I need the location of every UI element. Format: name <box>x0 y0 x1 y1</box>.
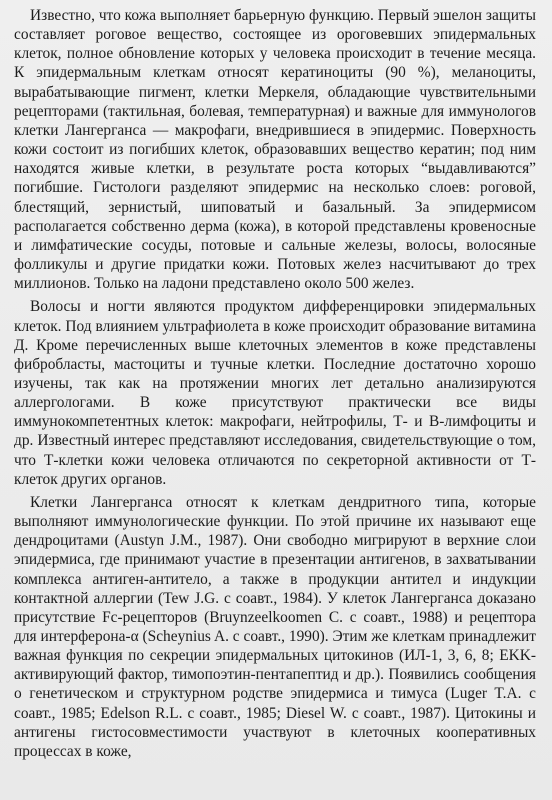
body-text <box>14 6 536 761</box>
paragraph-langerhans-cells: Клетки Лангерганса относят к клеткам дендритного типа, которые выполняют иммунологические функции. По этой причине их называют еще дендроцитами (Austyn J.M., 1987). Они свободно мигрируют в верхние слои эпидермиса, где принимают участие в презентации антигенов, в захватывании комплекса антиген-антитело, а также в продукции антител и индукции контактной аллергии (Tew J.G. с соавт., 1984). У клеток Лангерганса доказано присутствие Fc-рецепторов (Bruynzeelkoomen C. с соавт., 1988) и рецептора для интерферона-α (Scheynius A. с соавт., 1990). Этим же клеткам принадлежит важная функция по секреции эпидермальных цитокинов (ИЛ-1, 3, 6, 8; EKK-активирующий фактор, тимопоэтин-пентапептид и др.). Появились сообщения о генетическом и структурном родстве эпидермиса и тимуса (Luger T.A. с соавт., 1985; Edelson R.L. с соавт., 1985; Diesel W. с соавт., 1987). Цитокины и антигены гистосовместимости участвуют в клеточных кооперативных процессах в коже, <box>14 493 536 760</box>
paragraph-skin-barrier: Известно, что кожа выполняет барьерную функцию. Первый эшелон защиты составляет роговое вещество, состоящее из ороговевших эпидермальных клеток, полное обновление которых у человека происходит в течение месяца. К эпидермальным клеткам относят кератиноциты (90 %), меланоциты, вырабатывающие пигмент, клетки Меркеля, обладающие чувствительными рецепторами (тактильная, болевая, температурная) и важные для иммунологов клетки Лангерганса — макрофаги, внедрившиеся в эпидермис. Поверхность кожи состоит из погибших клеток, образовавших вещество кератин; под ним находятся живые клетки, в результате роста которых “выдавливаются” погибшие. Гистологи разделяют эпидермис на несколько слоев: роговой, блестящий, зернистый, шиповатый и базальный. За эпидермисом располагается собственно дерма (кожа), в которой представлены кровеносные и лимфатические сосуды, потовые и сальные железы, волосы, волосяные фолликулы и другие придатки кожи. Потовых желез насчитывают до трех миллионов. Только на ладони представлено около 500 желез. <box>14 7 536 293</box>
paragraph-hair-nails: Волосы и ногти являются продуктом дифференцировки эпидермальных клеток. Под влиянием ультрафиолета в коже происходит образование витамина Д. Кроме перечисленных выше клеточных элементов в коже представлены фибробласты, мастоциты и тучные клетки. Последние достаточно хорошо изучены, так как на протяжении многих лет детально анализируются аллергологами. В коже присутствуют практически все виды иммунокомпетентных клеток: макрофаги, нейтрофилы, Т- и В-лимфоциты и др. Известный интерес представляют исследования, свидетельствующие о том, что Т-клетки кожи человека отличаются по секреторной активности от Т-клеток других органов. <box>14 298 536 488</box>
